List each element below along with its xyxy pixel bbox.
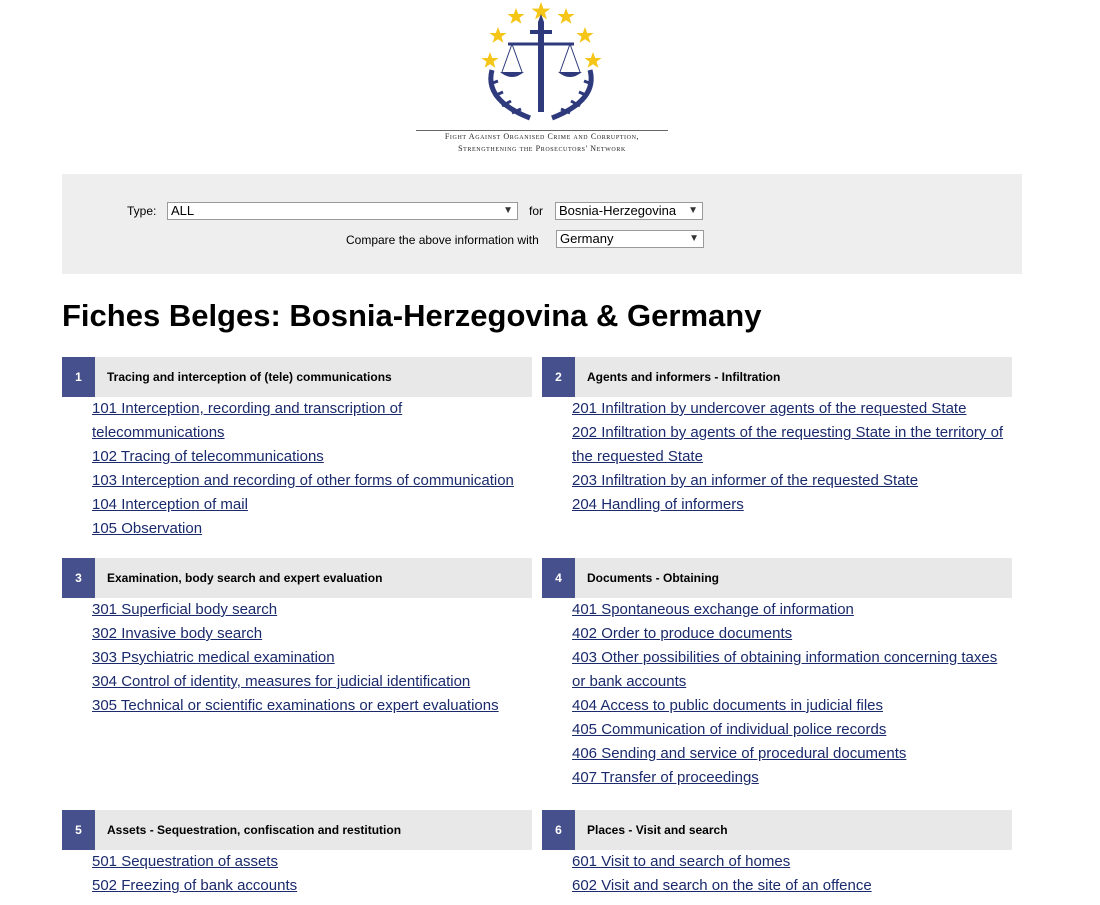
country-select-value: Bosnia-Herzegovina: [559, 203, 677, 218]
section-title: Documents - Obtaining: [587, 571, 719, 585]
chevron-down-icon: ▼: [689, 233, 699, 244]
fiche-link-502[interactable]: 502 Freezing of bank accounts: [92, 877, 298, 894]
section-title: Agents and informers - Infiltration: [587, 370, 781, 384]
for-label: for: [529, 204, 544, 218]
type-label: Type:: [127, 204, 157, 218]
compare-country-select[interactable]: [556, 230, 704, 248]
section-number-badge: 1: [62, 357, 95, 397]
filter-panel: [62, 174, 1022, 274]
fiche-link-302[interactable]: 302 Invasive body search: [92, 625, 263, 642]
fiche-link-406[interactable]: 406 Sending and service of procedural documents: [572, 745, 907, 762]
fiche-link-401[interactable]: 401 Spontaneous exchange of information: [572, 601, 854, 618]
section-title: Assets - Sequestration, confiscation and restitution: [107, 823, 402, 837]
section-1-links: [92, 397, 532, 541]
chevron-down-icon: ▼: [688, 205, 698, 216]
fiche-link-103[interactable]: 103 Interception and recording of other forms of communication: [92, 472, 514, 489]
fiche-link-104[interactable]: 104 Interception of mail: [92, 496, 248, 513]
section-header-3: [62, 558, 532, 598]
fiche-link-304[interactable]: 304 Control of identity, measures for judicial identification: [92, 673, 471, 690]
type-select-value: ALL: [171, 203, 195, 218]
section-title: Places - Visit and search: [587, 823, 728, 837]
compare-select-value: Germany: [560, 231, 614, 246]
fiche-link-403[interactable]: 403 Other possibilities of obtaining information concerning taxes or bank accounts: [572, 649, 998, 690]
fiche-link-204[interactable]: 204 Handling of informers: [572, 496, 744, 513]
type-select[interactable]: [167, 202, 518, 220]
fiche-link-301[interactable]: 301 Superficial body search: [92, 601, 278, 618]
section-3-links: [92, 598, 532, 718]
site-logo[interactable]: [412, 0, 672, 160]
section-header-5: [62, 810, 532, 850]
section-number-badge: 2: [542, 357, 575, 397]
fiche-link-407[interactable]: 407 Transfer of proceedings: [572, 769, 759, 786]
section-number-badge: 6: [542, 810, 575, 850]
fiche-link-105[interactable]: 105 Observation: [92, 520, 203, 537]
fiche-link-601[interactable]: 601 Visit to and search of homes: [572, 853, 791, 870]
section-header-6: [542, 810, 1012, 850]
country-select[interactable]: [555, 202, 703, 220]
section-header-2: [542, 357, 1012, 397]
logo-divider: [416, 130, 668, 131]
section-title: Examination, body search and expert evaluation: [107, 571, 383, 585]
fiche-link-405[interactable]: 405 Communication of individual police records: [572, 721, 887, 738]
fiche-link-501[interactable]: 501 Sequestration of assets: [92, 853, 278, 870]
fiche-link-202[interactable]: 202 Infiltration by agents of the requesting State in the territory of the requested State: [572, 424, 1004, 465]
section-2-links: [572, 397, 1012, 517]
chevron-down-icon: ▼: [503, 205, 513, 216]
scales-of-justice-emblem-icon: [412, 0, 672, 130]
compare-label: Compare the above information with: [346, 233, 539, 247]
section-header-4: [542, 558, 1012, 598]
section-title: Tracing and interception of (tele) communications: [107, 370, 392, 384]
fiche-link-602[interactable]: 602 Visit and search on the site of an offence: [572, 877, 872, 894]
section-4-links: [572, 598, 1012, 790]
fiche-link-203[interactable]: 203 Infiltration by an informer of the requested State: [572, 472, 919, 489]
logo-tagline-line2: Strengthening the Prosecutors' Network: [458, 144, 626, 153]
fiche-link-201[interactable]: 201 Infiltration by undercover agents of the requested State: [572, 400, 967, 417]
fiche-link-102[interactable]: 102 Tracing of telecommunications: [92, 448, 324, 465]
fiche-link-303[interactable]: 303 Psychiatric medical examination: [92, 649, 335, 666]
section-number-badge: 3: [62, 558, 95, 598]
section-number-badge: 5: [62, 810, 95, 850]
fiche-link-402[interactable]: 402 Order to produce documents: [572, 625, 793, 642]
logo-tagline-line1: Fight Against Organised Crime and Corruption,: [444, 132, 640, 141]
fiche-link-305[interactable]: 305 Technical or scientific examinations or expert evaluations: [92, 697, 499, 714]
section-6-links: [572, 850, 1012, 898]
fiche-link-404[interactable]: 404 Access to public documents in judicial files: [572, 697, 884, 714]
section-header-1: [62, 357, 532, 397]
section-number-badge: 4: [542, 558, 575, 598]
fiche-link-101[interactable]: 101 Interception, recording and transcription of telecommunications: [92, 400, 403, 441]
section-5-links: [92, 850, 532, 898]
page-title: Fiches Belges: Bosnia-Herzegovina & Germany: [62, 298, 762, 333]
